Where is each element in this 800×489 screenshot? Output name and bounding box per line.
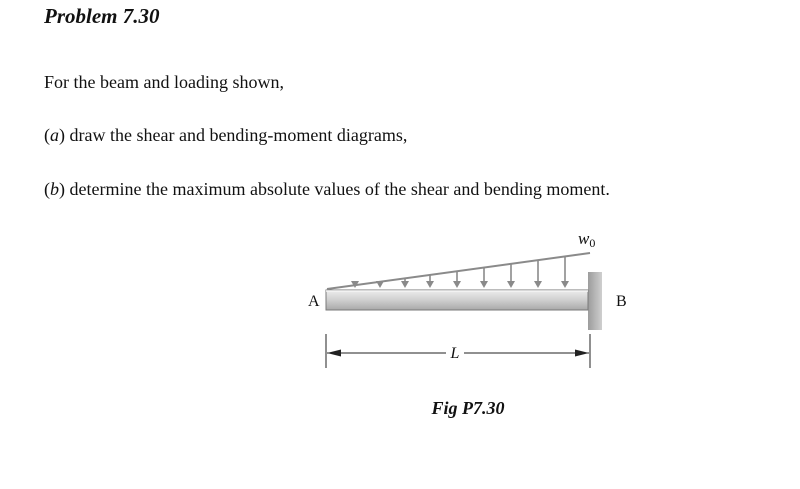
load-arrow-head (480, 281, 488, 288)
part-b: (b) determine the maximum absolute values of the shear and bending moment. (44, 179, 610, 199)
dimension-arrow-left (327, 350, 341, 357)
fixed-support-wall (588, 272, 602, 330)
span-dimension (326, 334, 590, 368)
support-b-label: B (616, 293, 627, 310)
load-arrow-head (426, 281, 434, 288)
load-arrow-head (376, 281, 384, 288)
span-label: L (450, 345, 460, 362)
load-arrow-head (507, 281, 515, 288)
load-arrow-head (534, 281, 542, 288)
load-label: w0 (578, 229, 596, 250)
part-b-text: determine the maximum absolute values of the shear and bending moment. (69, 179, 610, 199)
intro-text: For the beam and loading shown, (44, 72, 284, 92)
part-a: (a) draw the shear and bending-moment diagrams, (44, 125, 408, 145)
part-a-text: draw the shear and bending-moment diagrams, (69, 125, 408, 145)
load-arrow-head (453, 281, 461, 288)
part-a-marker: a (50, 125, 59, 145)
support-a-label: A (308, 293, 320, 310)
dimension-arrow-right (575, 350, 589, 357)
load-arrow-head (561, 281, 569, 288)
figure-caption: Fig P7.30 (431, 398, 505, 418)
problem-title: Problem 7.30 (44, 4, 160, 28)
beam (326, 290, 588, 310)
part-b-marker: b (50, 179, 59, 199)
load-arrow-head (401, 281, 409, 288)
